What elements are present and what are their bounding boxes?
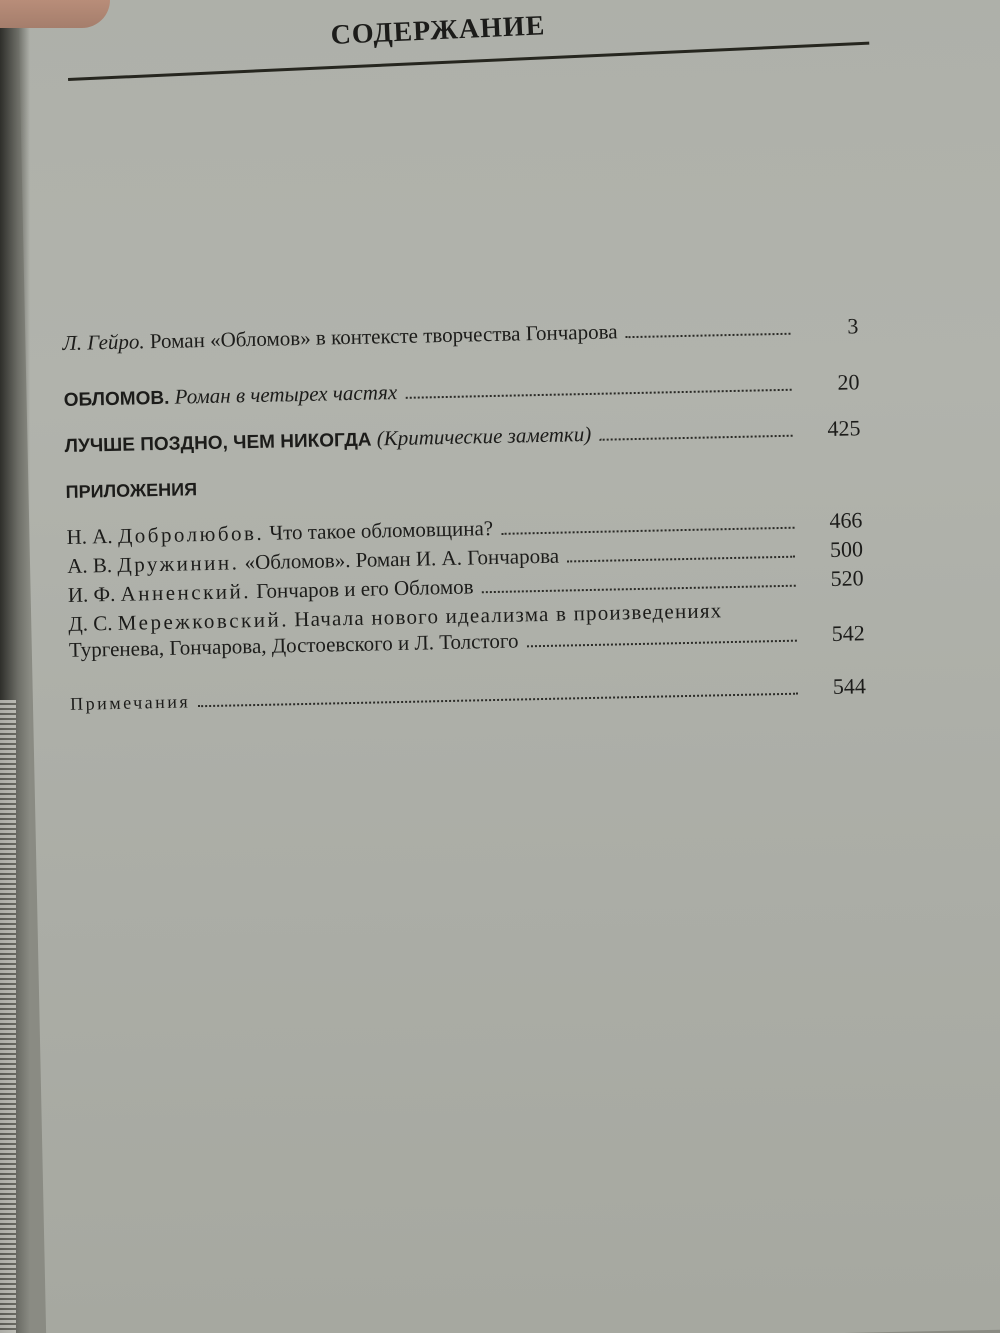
entry-label <box>64 421 591 460</box>
entry-initials: Н. А. <box>66 523 113 549</box>
entry-initials: А. В. <box>66 553 113 578</box>
dot-leader <box>567 556 795 563</box>
toc-entry-notes <box>70 673 866 717</box>
page-number: 425 <box>827 415 861 441</box>
entry-author: Анненский. <box>120 579 252 606</box>
entry-initials: И. Ф. <box>67 581 116 607</box>
entry-text: «Обломов». Роман И. А. Гончарова <box>244 543 560 575</box>
toc-list <box>62 301 867 714</box>
page-number: 542 <box>831 620 866 646</box>
entry-text-continued: Тургенева, Гончарова, Достоевского и Л. Толстого <box>68 628 519 662</box>
page-number: 500 <box>829 536 864 562</box>
entry-initials: Д. С. <box>68 611 113 636</box>
dot-leader <box>501 527 794 535</box>
dot-leader <box>527 640 797 648</box>
dot-leader <box>482 585 796 594</box>
dot-leader <box>626 333 791 338</box>
entry-label <box>62 318 618 356</box>
entry-text: Начала нового идеализма в произведениях <box>293 598 723 632</box>
toc-entry-intro <box>62 313 858 356</box>
dot-leader <box>599 435 792 441</box>
page-title: СОДЕРЖАНИЕ <box>330 10 546 51</box>
entry-text: Что такое обломовщина? <box>269 516 494 545</box>
entry-subtitle: (Критические заметки) <box>376 421 592 451</box>
page-number: 3 <box>847 313 859 339</box>
entry-author: Добролюбов. <box>117 520 265 548</box>
dot-leader <box>405 389 791 399</box>
entry-text: Гончаров и его Обломов <box>255 574 474 603</box>
entry-author: Л. Гейро. <box>62 329 145 355</box>
entry-author: Дружинин. <box>117 550 240 577</box>
entry-heading: ЛУЧШЕ ПОЗДНО, ЧЕМ НИКОГДА <box>64 429 372 457</box>
page-number: 544 <box>832 673 867 699</box>
toc-entry-oblomov <box>63 369 859 414</box>
entry-text: Роман «Обломов» в контексте творчества Гончарова <box>149 319 618 354</box>
page-number: 20 <box>837 369 860 395</box>
entry-label <box>63 379 397 414</box>
dot-leader <box>198 693 798 708</box>
entry-heading: ОБЛОМОВ. <box>63 387 170 411</box>
entry-subtitle: Роман в четырех частях <box>174 379 398 409</box>
appendix-heading: ПРИЛОЖЕНИЯ <box>65 479 198 502</box>
page-number: 466 <box>829 507 863 533</box>
page-number: 520 <box>830 565 864 591</box>
toc-entry-better-late <box>64 415 860 460</box>
entry-label: Примечания <box>69 691 191 714</box>
title-rule <box>68 42 869 81</box>
entry-author: Мережковский. <box>117 607 290 635</box>
